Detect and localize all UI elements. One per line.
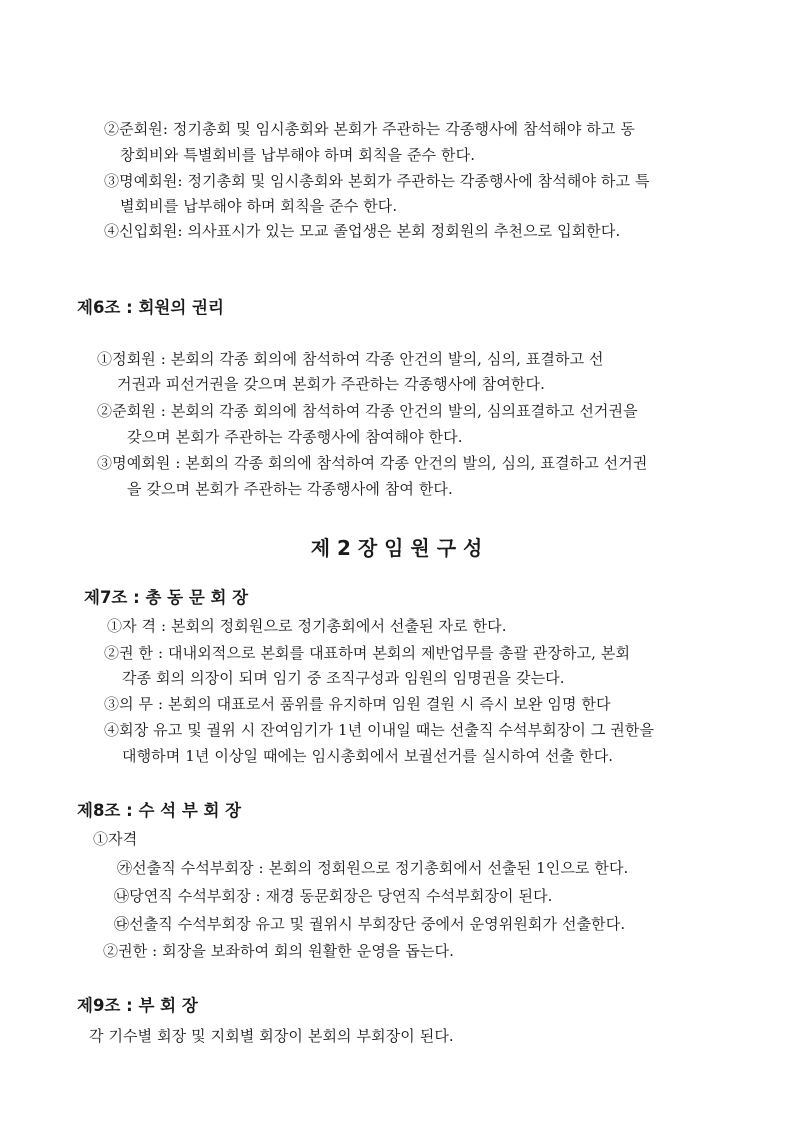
article-7-line: ②권 한 : 대내외적으로 본회를 대표하며 본회의 제반업무를 총괄 관장하고, 본회 [104,644,631,662]
article-8-line: ㉰선출직 수석부회장 유고 및 궐위시 부회장단 중에서 운영위원회가 선출한다. [114,915,626,933]
article-7-line: ④회장 유고 및 궐위 시 잔여임기가 1년 이내일 때는 선출직 수석부회장이 그 권한을 [104,721,655,739]
article-9-line: 각 기수별 회장 및 지회별 회장이 본회의 부회장이 된다. [89,1027,454,1045]
article-6-line: 을 갖으며 본회가 주관하는 각종행사에 참여 한다. [127,480,453,498]
article-6-line: 갖으며 본회가 주관하는 각종행사에 참여해야 한다. [127,428,463,446]
membership-line: ②준회원: 정기총회 및 임시총회와 본회가 주관하는 각종행사에 참석해야 하고 동 [104,120,635,138]
article-8-line: ㉮선출직 수석부회장 : 본회의 정회원으로 정기총회에서 선출된 1인으로 한다. [117,859,629,877]
article-7-title: 제7조 : 총 동 문 회 장 [84,588,249,607]
article-6-title: 제6조 : 회원의 권리 [77,298,224,317]
article-6-line: ①정회원 : 본회의 각종 회의에 참석하여 각종 안건의 발의, 심의, 표결하고 선 [97,350,604,368]
article-6-line: ②준회원 : 본회의 각종 회의에 참석하여 각종 안건의 발의, 심의표결하고 선거권을 [97,402,638,420]
chapter-2-title: 제 2 장 임 원 구 성 [310,536,483,560]
article-9-title: 제9조 : 부 회 장 [77,996,198,1015]
article-7-line: ③의 무 : 본회의 대표로서 품위를 유지하며 임원 결원 시 즉시 보완 임명 한다 [104,695,611,713]
article-6-line: 거권과 피선거권을 갖으며 본회가 주관하는 각종행사에 참여한다. [117,375,546,393]
membership-line: 별회비를 납부해야 하며 회칙을 준수 한다. [120,197,398,215]
article-8-line: ㉯당연직 수석부회장 : 재경 동문회장은 당연직 수석부회장이 된다. [114,887,553,905]
article-8-line: ②권한 : 회장을 보좌하여 회의 원활한 운영을 돕는다. [103,942,454,960]
article-7-line: ①자 격 : 본회의 정회원으로 정기총회에서 선출된 자로 한다. [107,617,507,635]
membership-line: ③명예회원: 정기총회 및 임시총회와 본회가 주관하는 각종행사에 참석해야 하고 특 [104,172,650,190]
membership-line: ④신입회원: 의사표시가 있는 모교 졸업생은 본회 정회원의 추천으로 입회한다. [104,222,621,240]
article-7-line: 대행하며 1년 이상일 때에는 임시총회에서 보궐선거를 실시하여 선출 한다. [122,747,614,765]
membership-line: 창회비와 특별회비를 납부해야 하며 회칙을 준수 한다. [120,146,476,164]
article-8-title: 제8조 : 수 석 부 회 장 [77,801,242,820]
article-7-line: 각종 회의 의장이 되며 임기 중 조직구성과 임원의 임명권을 갖는다. [122,669,565,687]
article-8-line: ①자격 [93,830,138,848]
article-6-line: ③명예회원 : 본회의 각종 회의에 참석하여 각종 안건의 발의, 심의, 표결하고 선거권 [97,454,648,472]
